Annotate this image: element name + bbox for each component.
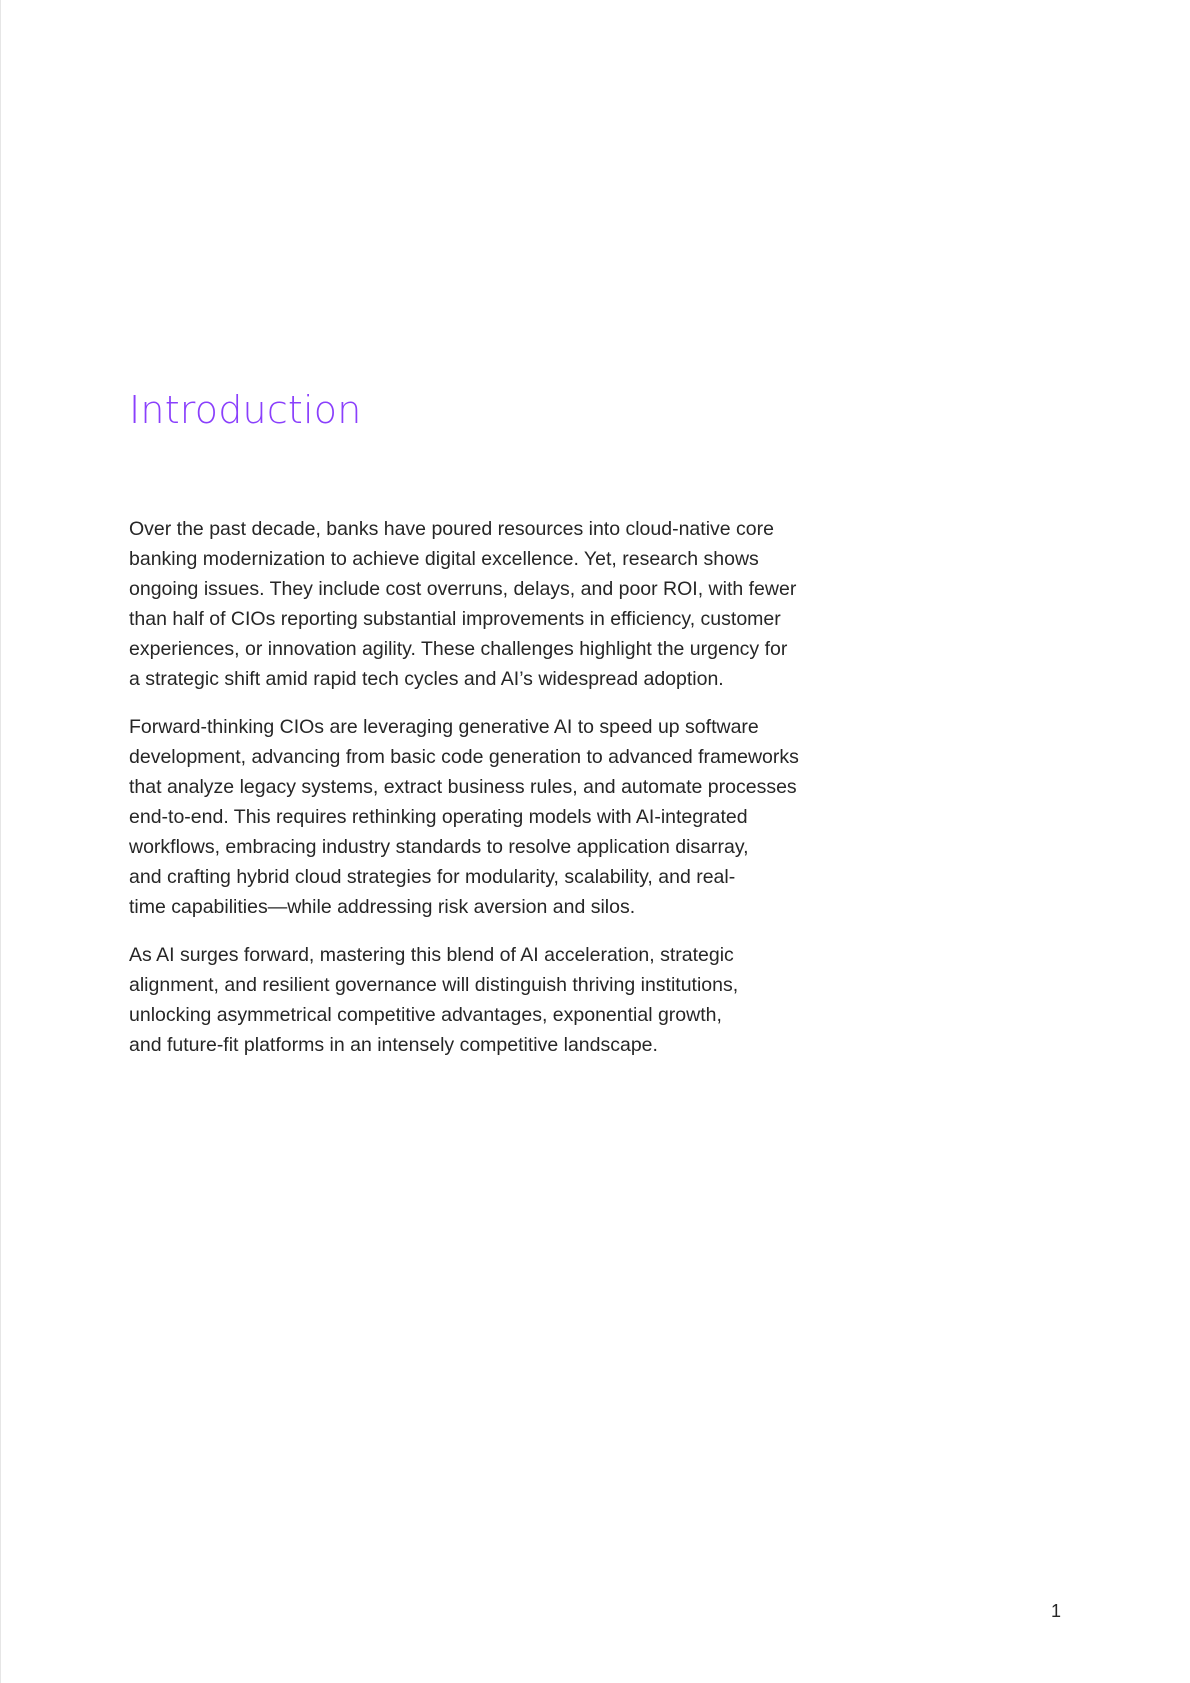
text-line: a strategic shift amid rapid tech cycles and AI’s widespread adoption. <box>129 668 724 690</box>
paragraph-3 <box>129 940 829 1060</box>
text-line: end-to-end. This requires rethinking operating models with AI-integrated <box>129 806 748 828</box>
text-line: banking modernization to achieve digital excellence. Yet, research shows <box>129 548 759 570</box>
text-line: and crafting hybrid cloud strategies for modularity, scalability, and real- <box>129 866 736 888</box>
text-line: development, advancing from basic code generation to advanced frameworks <box>129 746 799 768</box>
body-text <box>129 514 829 1078</box>
page-title: Introduction <box>129 388 362 432</box>
text-line: and future-fit platforms in an intensely competitive landscape. <box>129 1034 658 1056</box>
paragraph-1 <box>129 514 829 694</box>
text-line: ongoing issues. They include cost overruns, delays, and poor ROI, with fewer <box>129 578 797 600</box>
text-line: alignment, and resilient governance will distinguish thriving institutions, <box>129 974 739 996</box>
text-line: As AI surges forward, mastering this blend of AI acceleration, strategic <box>129 944 734 966</box>
text-line: time capabilities—while addressing risk aversion and silos. <box>129 896 636 918</box>
text-line: than half of CIOs reporting substantial improvements in efficiency, customer <box>129 608 781 630</box>
text-line: unlocking asymmetrical competitive advantages, exponential growth, <box>129 1004 722 1026</box>
page-number: 1 <box>1050 1601 1061 1621</box>
text-line: Over the past decade, banks have poured resources into cloud-native core <box>129 518 774 540</box>
paragraph-2 <box>129 712 829 922</box>
text-line: that analyze legacy systems, extract business rules, and automate processes <box>129 776 797 798</box>
text-line: experiences, or innovation agility. These challenges highlight the urgency for <box>129 638 788 660</box>
text-line: workflows, embracing industry standards to resolve application disarray, <box>129 836 749 858</box>
text-line: Forward-thinking CIOs are leveraging generative AI to speed up software <box>129 716 759 738</box>
